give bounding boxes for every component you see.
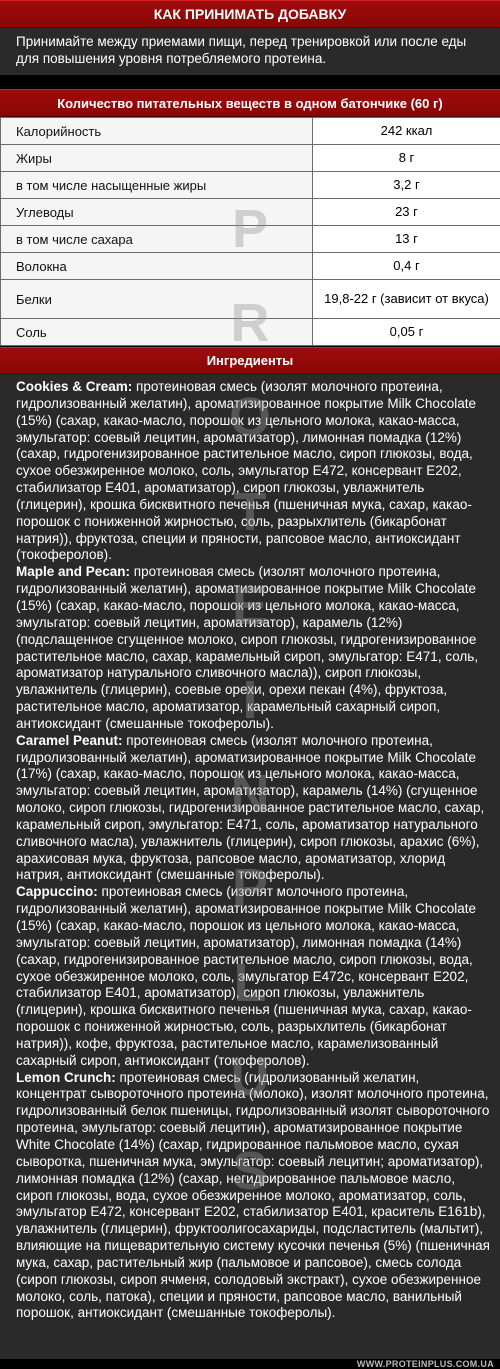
nutrition-row [1,145,500,172]
nutrient-value: 19,8-22 г (зависит от вкуса) [313,280,500,319]
nutrient-value: 8 г [313,145,500,172]
nutrition-row [1,226,500,253]
flavor-entry [16,379,492,564]
site-footer: WWW.PROTEINPLUS.COM.UA [0,1359,500,1369]
nutrition-row [1,199,500,226]
nutrient-value: 13 г [313,226,500,253]
nutrient-name: Углеводы [1,199,313,226]
nutrient-value: 0,4 г [313,253,500,280]
watermark-letter: E [231,575,269,636]
nutrition-table [0,117,500,346]
ingredients-text [0,374,500,1359]
nutrition-title: Количество питательных веществ в одном батончике (60 г) [0,89,500,117]
watermark-letter: I [242,669,258,730]
nutrient-value: 3,2 г [313,172,500,199]
flavor-ingredients: протеиновая смесь (гидролизованный желатин, концентрат сывороточного протеина (молоко), изолят молочного протеина, гидролизованный белок пшеницы, гидролизованный изолят сывороточного протеина, эмульгатор: соевый лецитин), ароматизированное покрытие White Chocolate (14%) (сахар, гидрированное пальмовое масло, сухая сыворотка, пшеничная мука, эмульгатор: соевый лецитин; ароматизатор), лимонная помадка (12%) (сахар, негидрированное пальмовое масло, сироп глюкозы, вода, сухое обезжиренное молоко, ароматизатор, соль, эмульгатор E472, консервант E202, стабилизатор E401, краситель E161b), увлажнитель (глицерин), фруктоолигосахариды, подсластитель (мальтит), влияющие на пищеварительную систему кусочки печенья (5%) (пшеничная мука, сахар, растительный жир (пальмовое и рапсовое), смесь солода (сироп глюкозы, сироп ячменя, солодовый экстракт), сухое обезжиренное молоко, соль, патока), специи и пряности, рапсовое масло, ванильный порошок, антиоксидант (смешанные токоферолы). [16,1069,490,1321]
how-to-text: Принимайте между приемами пищи, перед тренировкой или после еды для повышения уровня потребляемого протеина. [0,28,500,75]
nutrient-name: Белки [1,280,313,319]
flavor-name: Lemon Crunch: [16,1069,116,1085]
flavor-ingredients: протеиновая смесь (изолят молочного протеина, гидролизованный желатин), ароматизированное покрытие Milk Chocolate (15%) (сахар, какао-масло, порошок из цельного молока, какао-масса, эмульгатор: соевый лецитин, ароматизатор), лимонная помадка (12%) (сахар, гидрогенизированное растительное масло, сироп глюкозы, вода, сухое обезжиренное молоко, соль, эмульгатор E472, консервант E202, стабилизатор E401, ароматизатор), сироп глюкозы, увлажнитель (глицерин), крошка бисквитного печенья (пшеничная мука, сахар, какао-порошок с пониженной жирностью, соль, разрыхлитель (бикарбонат натрия)), фруктоза, специи и пряности, рапсовое масло, антиоксидант (токоферолов). [16,379,476,563]
flavor-entry [16,1070,492,1323]
ingredients-title: Ингредиенты [0,347,500,374]
nutrient-value: 23 г [313,199,500,226]
nutrition-row [1,172,500,199]
watermark-letter: U [230,1046,270,1107]
nutrient-name: Жиры [1,145,313,172]
watermark-letter: R [230,293,270,354]
nutrient-name: Соль [1,319,313,346]
watermark-letter: T [233,481,267,542]
watermark-letter: P [231,858,269,919]
flavor-ingredients: протеиновая смесь (изолят молочного протеина, гидролизованный желатин), ароматизированное покрытие Milk Chocolate (17%) (сахар, какао-масло, порошок из цельного молока, какао-масса, эмульгатор: соевый лецитин, ароматизатор), карамель (14%) (сгущенное молоко, сироп глюкозы, гидрогенизированное растительное масло, сахар, карамельный сироп, эмульгатор: E471, соль, ароматизатор натурального сливочного масла), увлажнитель (глицерин), сироп глюкозы, арахис (6%), арахисовая мука, фруктоза, рапсовое масло, ароматизатор, хлорид натрия, антиоксидант (смешанные токоферолы). [16,732,485,883]
watermark-letter: N [230,764,270,825]
watermark-letter: P [231,199,269,259]
nutrient-value: 242 ккал [313,118,500,145]
flavor-entry [16,564,492,732]
nutrient-name: Калорийность [1,118,313,145]
flavor-name: Cappuccino: [16,884,98,900]
nutrient-name: Волокна [1,253,313,280]
nutrient-value: 0,05 г [313,319,500,346]
watermark-letter: L [233,952,267,1013]
nutrition-row [1,118,500,145]
how-to-title: КАК ПРИНИМАТЬ ДОБАВКУ [0,0,500,28]
flavor-name: Cookies & Cream: [16,379,133,394]
flavor-ingredients: протеиновая смесь (изолят молочного протеина, гидролизованный желатин), ароматизированное покрытие Milk Chocolate (15%) (сахар, какао-масло, порошок из цельного молока, какао-масса, эмульгатор: соевый лецитин, ароматизатор), лимонная помадка (14%) (сахар, гидрогенизированное растительное масло, сироп глюкозы, вода, сухое обезжиренное молоко, соль, эмульгатор E472c, консервант E202, стабилизатор E401, ароматизатор), сироп глюкозы, увлажнитель (глицерин), крошка бисквитного печенья (пшеничная мука, сахар, какао-порошок с пониженной жирностью, соль, разрыхлитель (бикарбонат натрия)), кофе, фруктоза, растительное масло, карамелизованный сахарный сироп, антиоксидант (токоферолов). [16,884,476,1068]
nutrition-row [1,319,500,346]
nutrition-row [1,253,500,280]
nutrient-name: в том числе насыщенные жиры [1,172,313,199]
flavor-name: Maple and Pecan: [16,564,131,580]
flavor-entry [16,733,492,885]
flavor-ingredients: протеиновая смесь (изолят молочного протеина, гидролизованный желатин), ароматизированное покрытие Milk Chocolate (15%) (сахар, какао-масло, порошок из цельного молока, какао-масса, эмульгатор: соевый лецитин, ароматизатор), карамель (12%) (подслащенное сгущенное молоко, сироп глюкозы, гидрогенизированное растительное масло, сахар, карамельный сироп, эмульгатор: E471, соль, ароматизатор натурального сливочного масла)), сироп глюкозы, увлажнитель (глицерин), соевые орехи, орехи пекан (4%), фруктоза, растительное масло, ароматизатор, карамельный сахарный сироп, антиоксидант (смешанные токоферолы). [16,564,479,731]
nutrient-name: в том числе сахара [1,226,313,253]
watermark-letter: O [228,387,271,448]
nutrition-row [1,280,500,319]
flavor-name: Caramel Peanut: [16,732,123,748]
watermark-letter: S [231,1140,269,1201]
flavor-entry [16,884,492,1069]
